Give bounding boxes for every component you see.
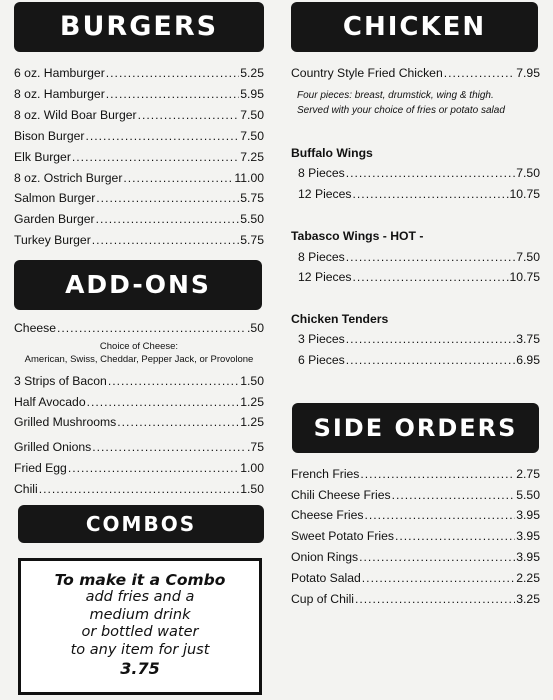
menu-item-bacon — [14, 374, 264, 388]
item-name: Turkey Burger — [14, 233, 91, 247]
item-price: 1.25 — [240, 395, 264, 409]
fried-note-line1: Four pieces: breast, drumstick, wing & thigh. — [297, 90, 494, 101]
fried-note-line2: Served with your choice of fries or potato salad — [297, 105, 505, 116]
item-name: 12 Pieces — [298, 187, 352, 201]
item-name: Grilled Onions — [14, 440, 92, 454]
item-name: 3 Strips of Bacon — [14, 374, 107, 388]
menu-item-garden-burger — [14, 212, 264, 226]
menu-item-tabasco-12 — [291, 270, 540, 284]
cheese-note-line2: American, Swiss, Cheddar, Pepper Jack, or Provolone — [24, 354, 254, 365]
leader-dots — [360, 467, 515, 481]
combo-line-1: add fries and a — [85, 589, 195, 605]
item-price: 1.50 — [240, 374, 264, 388]
item-name: Half Avocado — [14, 395, 86, 409]
leader-dots — [57, 321, 246, 335]
combos-banner — [18, 505, 264, 543]
menu-item-potato-salad — [291, 571, 540, 585]
item-price: .50 — [247, 321, 264, 335]
item-price: 7.50 — [240, 108, 264, 122]
leader-dots — [106, 87, 239, 101]
item-name: Elk Burger — [14, 150, 71, 164]
leader-dots — [138, 108, 240, 122]
item-name: French Fries — [291, 467, 360, 481]
item-price: 1.25 — [240, 415, 264, 429]
menu-item-tenders-6 — [291, 353, 540, 367]
item-price: 7.50 — [516, 166, 540, 180]
leader-dots — [364, 508, 515, 522]
combos-title: COMBOS — [85, 512, 197, 536]
menu-item-buffalo-12 — [291, 187, 540, 201]
item-price: 5.75 — [240, 191, 264, 205]
item-price: 11.00 — [234, 171, 264, 185]
item-name: 8 oz. Ostrich Burger — [14, 171, 123, 185]
item-name: 6 Pieces — [298, 353, 345, 367]
menu-item-country-fried-chicken — [291, 66, 540, 80]
menu-item-french-fries — [291, 467, 540, 481]
item-name: 3 Pieces — [298, 332, 345, 346]
menu-item-wild-boar-burger — [14, 108, 264, 122]
chicken-tenders-heading: Chicken Tenders — [291, 312, 389, 326]
item-price: 5.25 — [240, 66, 264, 80]
buffalo-wings-heading: Buffalo Wings — [291, 146, 373, 160]
combo-box-title: To make it a Combo — [54, 571, 226, 589]
leader-dots — [106, 66, 239, 80]
menu-item-tabasco-8 — [291, 250, 540, 264]
item-name: 8 Pieces — [298, 250, 345, 264]
menu-item-cup-of-chili — [291, 592, 540, 606]
menu-item-cheese — [14, 321, 264, 335]
side-orders-banner — [292, 403, 539, 453]
item-name: Chili — [14, 482, 38, 496]
burgers-banner — [14, 2, 264, 52]
item-name: 6 oz. Hamburger — [14, 66, 105, 80]
fried-chicken-note — [297, 88, 505, 118]
item-price: 10.75 — [509, 187, 540, 201]
leader-dots — [346, 250, 516, 264]
leader-dots — [92, 233, 240, 247]
item-price: 7.25 — [240, 150, 264, 164]
side-orders-title: SIDE ORDERS — [313, 414, 518, 442]
chicken-banner — [291, 2, 538, 52]
menu-item-fried-egg — [14, 461, 264, 475]
leader-dots — [96, 212, 240, 226]
menu-item-chili — [14, 482, 264, 496]
item-name: Fried Egg — [14, 461, 67, 475]
leader-dots — [346, 353, 516, 367]
menu-item-sweet-potato-fries — [291, 529, 540, 543]
leader-dots — [392, 488, 516, 502]
tabasco-wings-heading: Tabasco Wings - HOT - — [291, 229, 424, 243]
item-price: 6.95 — [516, 353, 540, 367]
item-price: 7.95 — [516, 66, 540, 80]
menu-item-grilled-onions — [14, 440, 264, 454]
menu-item-onion-rings — [291, 550, 540, 564]
item-price: 3.25 — [516, 592, 540, 606]
item-name: Grilled Mushrooms — [14, 415, 117, 429]
item-price: 2.25 — [516, 571, 540, 585]
menu-item-cheese-fries — [291, 508, 540, 522]
combo-line-3: or bottled water — [81, 624, 199, 640]
item-price: 2.75 — [516, 467, 540, 481]
leader-dots — [85, 129, 239, 143]
cheese-note-line1: Choice of Cheese: — [99, 341, 179, 352]
item-name: Country Style Fried Chicken — [291, 66, 443, 80]
item-name: Cup of Chili — [291, 592, 354, 606]
combo-line-2: medium drink — [89, 606, 191, 623]
item-price: 3.95 — [516, 508, 540, 522]
menu-item-bison-burger — [14, 129, 264, 143]
leader-dots — [346, 166, 516, 180]
item-price: 5.50 — [516, 488, 540, 502]
leader-dots — [123, 171, 233, 185]
leader-dots — [117, 415, 239, 429]
menu-item-chili-cheese-fries — [291, 488, 540, 502]
item-price: 5.95 — [240, 87, 264, 101]
item-name: Chili Cheese Fries — [291, 488, 391, 502]
leader-dots — [353, 270, 509, 284]
leader-dots — [359, 550, 515, 564]
cheese-choice-note — [14, 340, 264, 366]
item-price: 5.75 — [240, 233, 264, 247]
leader-dots — [108, 374, 239, 388]
menu-item-6oz-hamburger — [14, 66, 264, 80]
leader-dots — [355, 592, 515, 606]
leader-dots — [87, 395, 240, 409]
leader-dots — [39, 482, 240, 496]
menu-item-turkey-burger — [14, 233, 264, 247]
leader-dots — [346, 332, 516, 346]
item-price: 1.00 — [240, 461, 264, 475]
leader-dots — [362, 571, 515, 585]
item-price: 3.95 — [516, 550, 540, 564]
menu-item-grilled-mushrooms — [14, 415, 264, 429]
addons-title: ADD-ONS — [65, 270, 211, 299]
menu-item-tenders-3 — [291, 332, 540, 346]
item-price: .75 — [247, 440, 264, 454]
item-price: 7.50 — [516, 250, 540, 264]
menu-item-buffalo-8 — [291, 166, 540, 180]
menu-item-elk-burger — [14, 150, 264, 164]
item-price: 3.95 — [516, 529, 540, 543]
menu-item-8oz-hamburger — [14, 87, 264, 101]
menu-item-salmon-burger — [14, 191, 264, 205]
burgers-title: BURGERS — [59, 11, 219, 42]
leader-dots — [92, 440, 246, 454]
chicken-title: CHICKEN — [342, 12, 487, 42]
leader-dots — [353, 187, 509, 201]
item-name: 8 oz. Hamburger — [14, 87, 105, 101]
item-name: Garden Burger — [14, 212, 95, 226]
combo-price: 3.75 — [120, 659, 160, 678]
item-name: Salmon Burger — [14, 191, 96, 205]
combo-line-4: to any item for just — [70, 641, 210, 658]
leader-dots — [68, 461, 239, 475]
item-price: 1.50 — [240, 482, 264, 496]
item-price: 7.50 — [240, 129, 264, 143]
combo-offer-box — [18, 558, 262, 695]
item-name: 8 oz. Wild Boar Burger — [14, 108, 137, 122]
item-price: 5.50 — [240, 212, 264, 226]
item-name: Cheese — [14, 321, 57, 335]
item-name: Sweet Potato Fries — [291, 529, 394, 543]
addons-banner — [14, 260, 262, 310]
leader-dots — [444, 66, 516, 80]
item-name: Potato Salad — [291, 571, 361, 585]
menu-item-half-avocado — [14, 395, 264, 409]
leader-dots — [96, 191, 239, 205]
leader-dots — [72, 150, 239, 164]
menu-item-ostrich-burger — [14, 171, 264, 185]
item-name: 12 Pieces — [298, 270, 352, 284]
item-name: Bison Burger — [14, 129, 85, 143]
item-price: 3.75 — [516, 332, 540, 346]
item-price: 10.75 — [509, 270, 540, 284]
leader-dots — [395, 529, 515, 543]
item-name: 8 Pieces — [298, 166, 345, 180]
item-name: Onion Rings — [291, 550, 359, 564]
item-name: Cheese Fries — [291, 508, 364, 522]
